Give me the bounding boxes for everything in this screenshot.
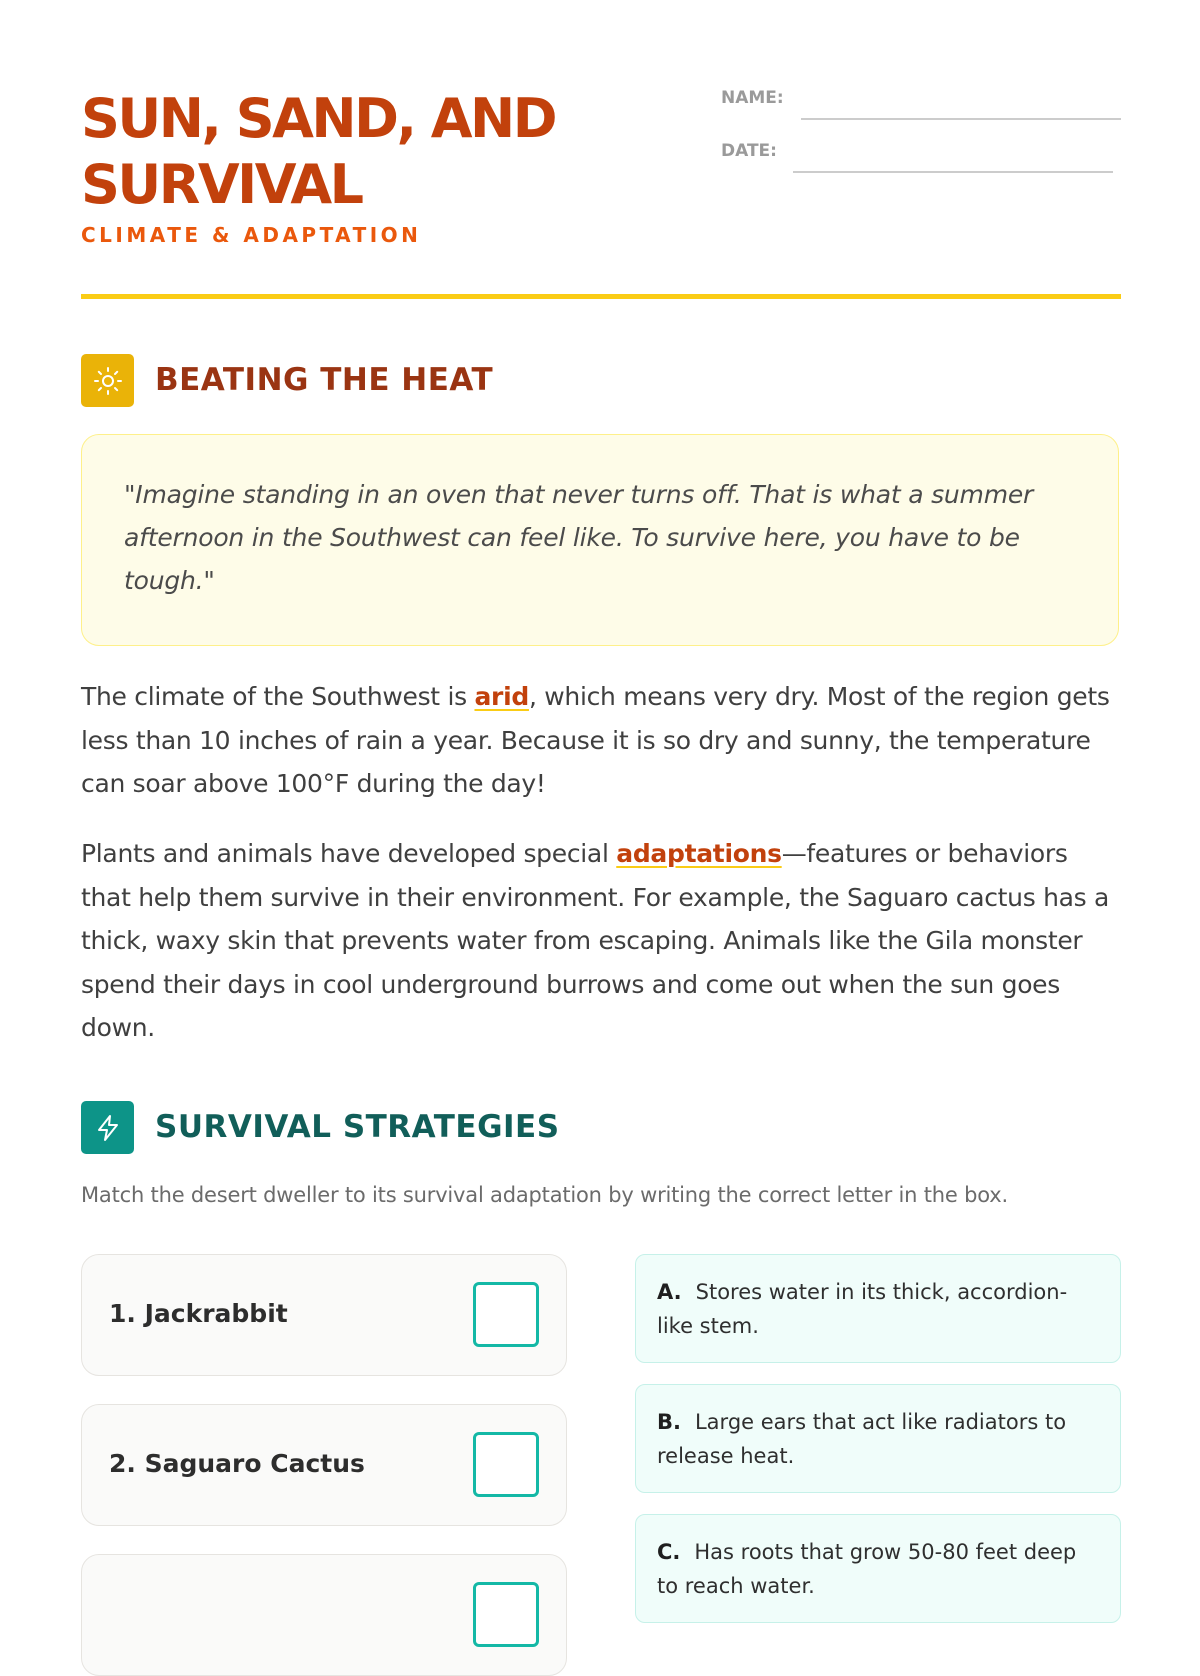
worksheet-page <box>81 0 1121 1600</box>
match-item-label: 1. Jackrabbit <box>109 1299 288 1328</box>
definition-card <box>635 1254 1121 1363</box>
section-beating-the-heat <box>81 354 1121 408</box>
lightning-icon <box>81 1101 134 1154</box>
matching-instructions: Match the desert dweller to its survival adaptation by writing the correct letter in the box. <box>81 1183 1008 1207</box>
vocab-term-adaptations: adaptations <box>616 839 782 868</box>
title-line-1: SUN, SAND, AND <box>81 87 556 150</box>
definition-body: Stores water in its thick, accordion-like stem. <box>657 1280 1068 1338</box>
worksheet-title <box>81 86 681 218</box>
paragraph-adaptations <box>81 832 1121 1050</box>
section-title-survival-strategies: SURVIVAL STRATEGIES <box>155 1109 560 1145</box>
match-item-label: 2. Saguaro Cactus <box>109 1449 365 1478</box>
paragraph-adaptations-after: —features or behaviors that help them survive in their environment. For example, the Saguaro cactus has a thick, waxy skin that prevents water from escaping. Animals like the Gila monster spend their days in cool underground burrows and come out when the sun goes down. <box>81 839 1110 1042</box>
match-item <box>81 1254 567 1376</box>
match-item <box>81 1404 567 1526</box>
vocab-term-arid: arid <box>474 682 529 711</box>
quote-text: "Imagine standing in an oven that never turns off. That is what a summer afternoon in the Southwest can feel like. To survive here, you have to be tough." <box>124 480 1034 595</box>
definition-text <box>657 1405 1097 1473</box>
quote-box <box>81 434 1119 646</box>
section-title-beating-the-heat: BEATING THE HEAT <box>155 362 494 398</box>
definition-card <box>635 1514 1121 1623</box>
definition-letter: B. <box>657 1410 681 1434</box>
answer-box[interactable] <box>473 1432 539 1497</box>
date-label: DATE: <box>721 141 777 161</box>
name-label: NAME: <box>721 88 784 108</box>
sun-icon-svg <box>93 366 123 396</box>
paragraph-climate-before: The climate of the Southwest is <box>81 682 475 711</box>
worksheet-header <box>81 80 1121 300</box>
paragraph-climate-after: , which means very dry. Most of the region gets less than 10 inches of rain a year. Because it is so dry and sunny, the temperature can soar above 100°F during the day! <box>81 682 1110 798</box>
header-divider <box>81 294 1121 299</box>
name-line[interactable] <box>801 118 1121 120</box>
sun-icon <box>81 354 134 407</box>
match-item <box>81 1554 567 1676</box>
definition-body: Large ears that act like radiators to release heat. <box>657 1410 1067 1468</box>
answer-box[interactable] <box>473 1582 539 1647</box>
definition-text <box>657 1535 1097 1603</box>
worksheet-subtitle: CLIMATE & ADAPTATION <box>81 223 422 247</box>
definition-body: Has roots that grow 50-80 feet deep to reach water. <box>657 1540 1077 1598</box>
lightning-icon-svg <box>93 1113 123 1143</box>
definition-letter: A. <box>657 1280 682 1304</box>
paragraph-climate <box>81 675 1121 806</box>
title-line-2: SURVIVAL <box>81 153 362 216</box>
section-survival-strategies <box>81 1101 1121 1155</box>
definition-letter: C. <box>657 1540 681 1564</box>
answer-box[interactable] <box>473 1282 539 1347</box>
definition-text <box>657 1275 1097 1343</box>
date-line[interactable] <box>793 171 1113 173</box>
paragraph-adaptations-before: Plants and animals have developed special <box>81 839 617 868</box>
definition-card <box>635 1384 1121 1493</box>
